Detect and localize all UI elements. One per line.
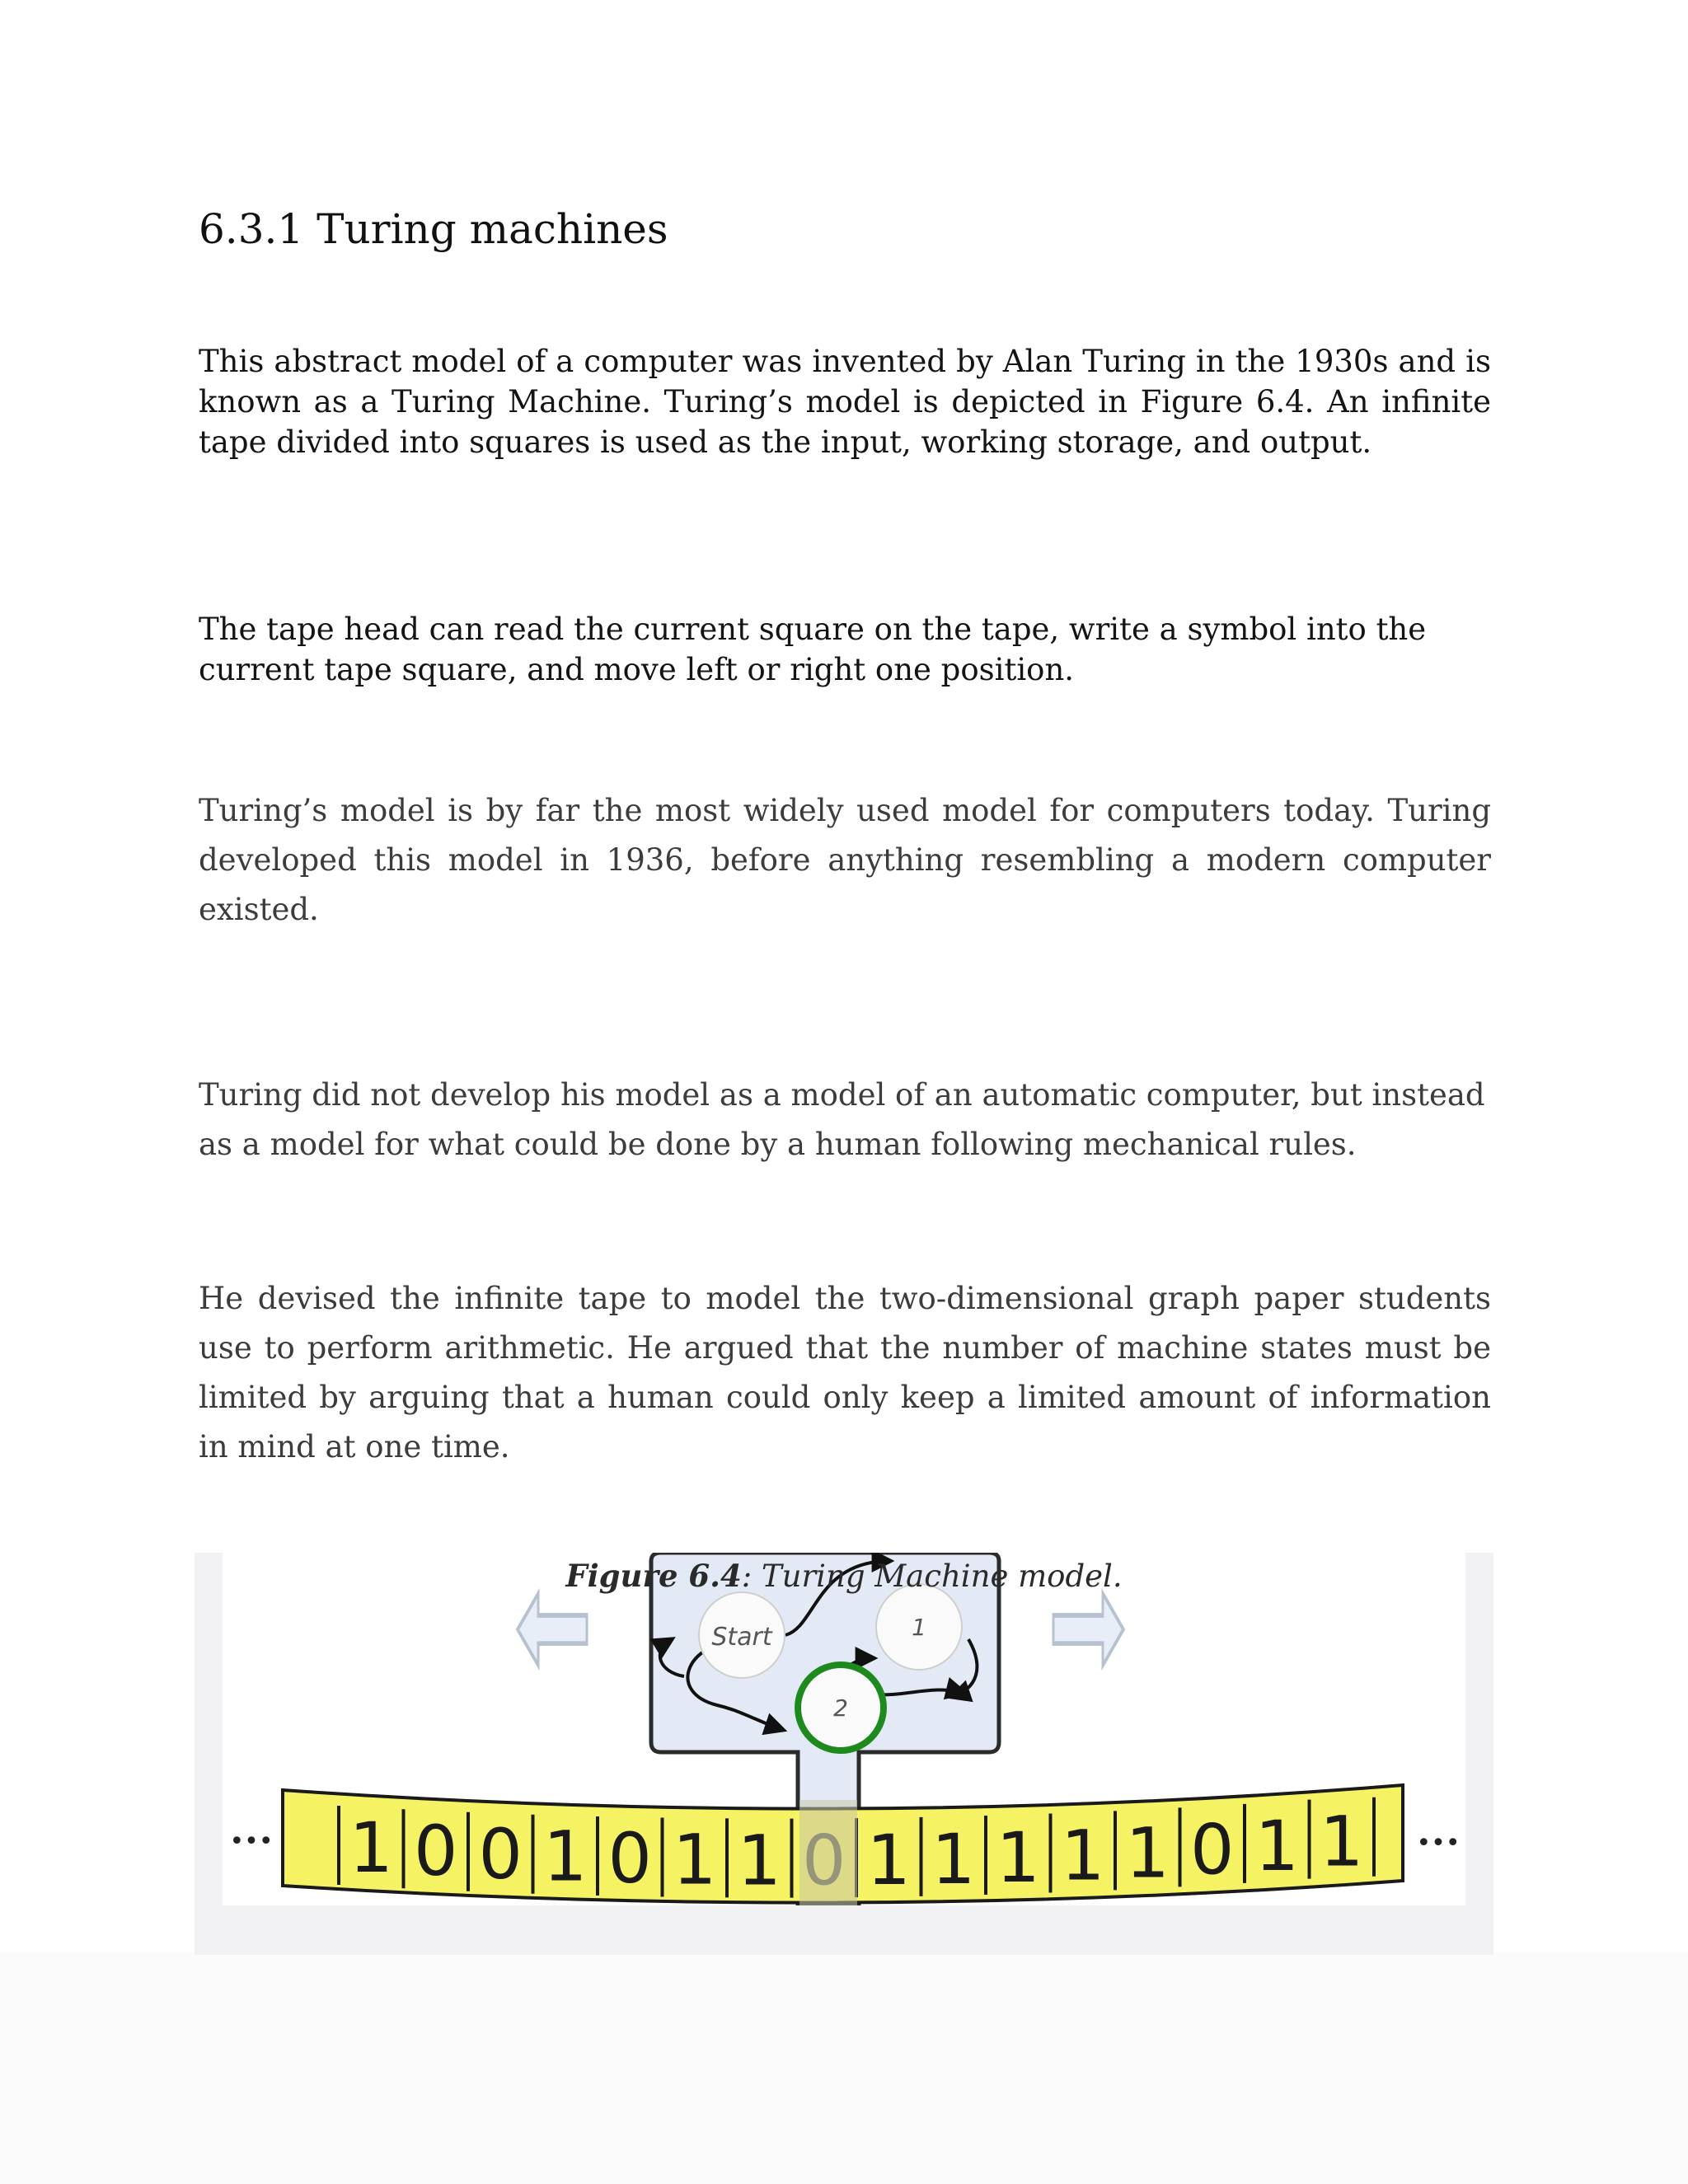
move-right-arrow-icon — [1053, 1593, 1123, 1665]
tape-cell-symbol: 1 — [931, 1818, 976, 1900]
paragraph-model-usage: Turing’s model is by far the most widely used model for computers today. Turing developed this model in 1936, before anything resembling a modern computer existed. — [199, 793, 1491, 927]
tape-cell-symbol: 0 — [607, 1817, 652, 1899]
tape-cell-symbol: 1 — [673, 1819, 717, 1900]
tape-cell-symbol: 0 — [414, 1811, 458, 1892]
state-start — [699, 1592, 785, 1678]
tape-cell-symbol: 0 — [1190, 1809, 1235, 1891]
paragraph-human-model: Turing did not develop his model as a model of an automatic computer, but instead as a model for what could be done by a human following mechanical rules. — [199, 1077, 1485, 1162]
state-2-label: 2 — [833, 1694, 848, 1722]
tape-cell-symbol: 1 — [1061, 1815, 1105, 1896]
paragraph-infinite-tape: He devised the infinite tape to model the two-dimensional graph paper students use to perform arithmetic. He argued that the number of machine states must be limited by arguing that a human could only keep a limited amount of information in mind at one time. — [199, 1281, 1491, 1465]
tape-cell-symbol: 1 — [996, 1817, 1040, 1899]
tape-cell-symbol: 0 — [478, 1813, 523, 1895]
tape-head-window — [799, 1800, 857, 1905]
tape-cell-symbol: 1 — [1320, 1801, 1364, 1882]
tape-cell-symbol: 1 — [737, 1820, 781, 1901]
tape-cell-symbol: 1 — [349, 1807, 393, 1888]
paragraph-tape-head: The tape head can read the current square on the tape, write a symbol into the current tape square, and move left or right one position. — [199, 612, 1427, 687]
tape-ellipsis-left: ••• — [229, 1827, 274, 1856]
tape-cell-symbol: 1 — [1254, 1805, 1299, 1886]
page-background-tint — [0, 1953, 1688, 2184]
figure-caption — [0, 1553, 1688, 1600]
tape-cell-symbol: 1 — [866, 1820, 911, 1901]
tape-cell-symbol: 1 — [543, 1816, 588, 1897]
state-1-label: 1 — [912, 1614, 926, 1641]
move-left-arrow-icon — [518, 1593, 587, 1665]
tape-ellipsis-right: ••• — [1416, 1829, 1461, 1858]
tape-cell-symbol: 1 — [1125, 1812, 1170, 1894]
figure-caption-text: : Turing Machine model. — [741, 1558, 1123, 1594]
paragraph-turing-intro: This abstract model of a computer was invented by Alan Turing in the 1930s and is known as a Turing Machine. Turing’s model is depicted in Figure 6.4. An infinite tape divided into squares is used as the input, working storage, and output. — [199, 344, 1491, 460]
section-heading: 6.3.1 Turing machines — [199, 205, 668, 253]
figure-caption-label: Figure 6.4 — [565, 1558, 742, 1594]
state-2-accept — [798, 1665, 884, 1750]
turing-machine-diagram — [223, 1553, 1465, 1905]
state-start-label: Start — [711, 1623, 772, 1652]
